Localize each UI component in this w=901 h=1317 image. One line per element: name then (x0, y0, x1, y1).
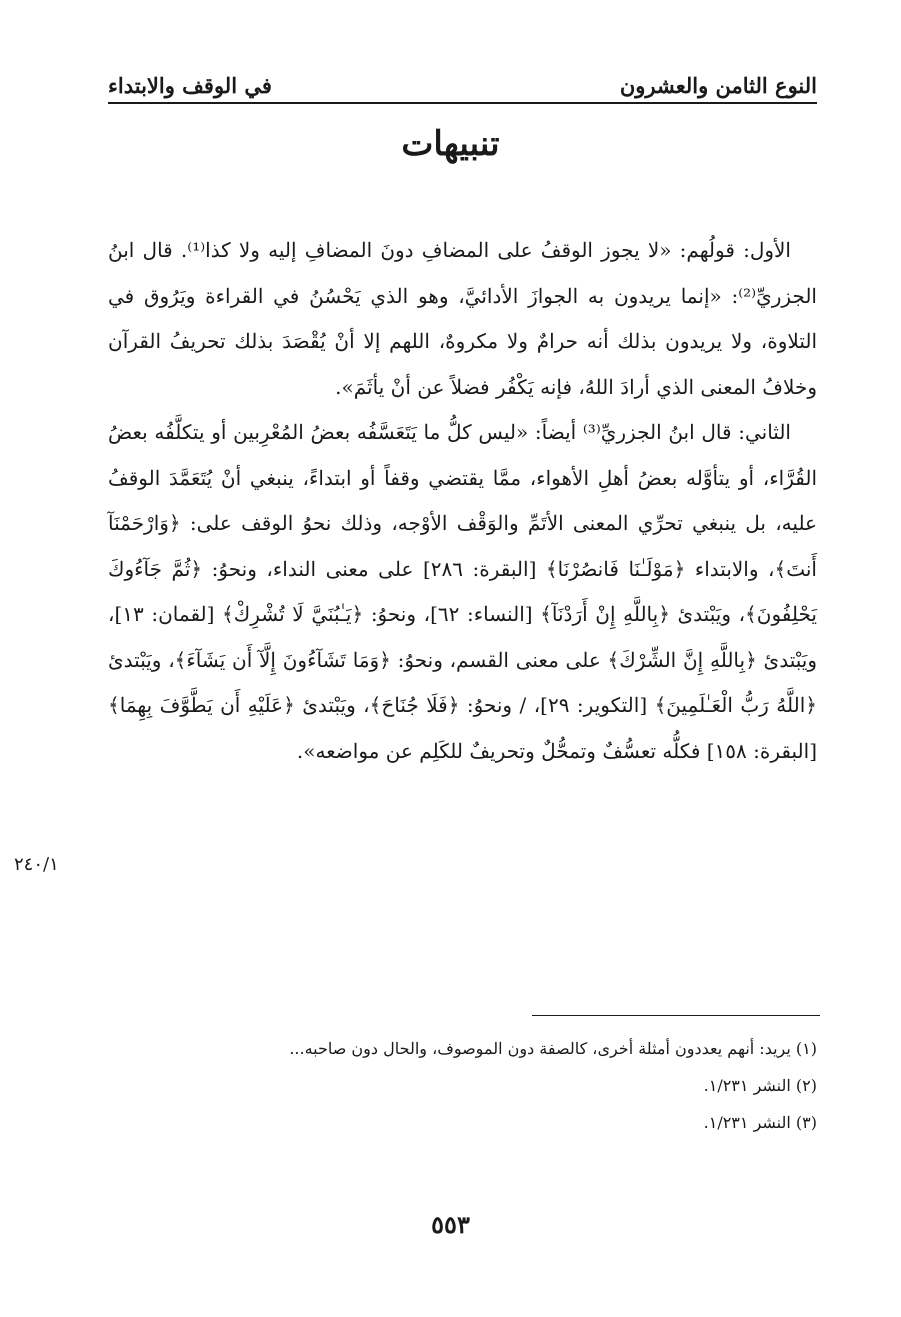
footnote-3: (٣) النشر ١/٢٣١. (703, 1113, 817, 1132)
header-topic: في الوقف والابتداء (108, 73, 272, 98)
paragraph-first: الأول: قولُهم: «لا يجوز الوقفُ على المضافِ دونَ المضافِ إليه ولا كذا⁽¹⁾. قال ابنُ الجزريِّ⁽²⁾: «إنما يريدون به الجوازَ الأدائيَّ، وهو الذي يَحْسُنُ في القراءة ويَرُوق في التلاوة، ولا يريدون بذلك أنه حرامٌ ولا مكروهٌ، اللهم إلا أنْ يُقْصَدَ بذلك تحريفُ القرآن وخلافُ المعنى الذي أرادَ اللهُ، فإنه يَكْفُر فضلاً عن أنْ يأثَمَ». (108, 238, 817, 399)
main-text (108, 228, 817, 774)
paragraph-second: الثاني: قال ابنُ الجزريِّ⁽³⁾ أيضاً: «ليس كلُّ ما يَتَعَسَّفُه بعضُ المُعْرِبين أو يتكلَّفُه بعضُ القُرَّاء، أو يتأوَّله بعضُ أهلِ الأهواء، ممَّا يقتضي وقفاً أو ابتداءً، ينبغي أنْ يُتَعَمَّدَ الوقفُ عليه، بل ينبغي تحرِّي المعنى الأتَمِّ والوَقْف الأوْجه، وذلك نحوُ الوقف على: ﴿وَارْحَمْنَآ أَنتَ﴾، والابتداء ﴿مَوْلَـٰنَا فَانصُرْنَا﴾ [البقرة: ٢٨٦] على معنى النداء، ونحوُ: ﴿ثُمَّ جَآءُوكَ يَحْلِفُونَ﴾، ويَبْتدئ ﴿بِاللَّهِ إِنْ أَرَدْنَآ﴾ [النساء: ٦٢]، ونحوُ: ﴿يَـٰبُنَيَّ لَا تُشْرِكْ﴾ [لقمان: ١٣]، ويَبْتدئ ﴿بِاللَّهِ إِنَّ الشِّرْكَ﴾ على معنى القسم، ونحوُ: ﴿وَمَا تَشَآءُونَ إِلَّآ أَن يَشَآءَ﴾، ويَبْتدئ ﴿اللَّهُ رَبُّ الْعَـٰلَمِينَ﴾ [التكوير: ٢٩]، / ونحوُ: ﴿فَلَا جُنَاحَ﴾، ويَبْتدئ ﴿عَلَيْهِ أَن يَطَّوَّفَ بِهِمَا﴾ [البقرة: ١٥٨] فكلُّه تعسُّفٌ وتمحُّلٌ وتحريفٌ للكَلِم عن مواضعه». (108, 420, 817, 763)
section-title: تنبيهات (401, 124, 500, 164)
footnote-divider (532, 1015, 820, 1016)
page-number: ٥٥٣ (431, 1210, 470, 1239)
manuscript-page-reference: ٢٤٠/١ (14, 854, 59, 875)
footnotes (108, 1030, 817, 1141)
footnote-2: (٢) النشر ١/٢٣١. (703, 1076, 817, 1095)
running-header (108, 58, 817, 104)
footnote-1: (١) يريد: أنهم يعددون أمثلة أخرى، كالصفة دون الموصوف، والحال دون صاحبه... (289, 1039, 817, 1058)
header-chapter: النوع الثامن والعشرون (619, 73, 817, 98)
